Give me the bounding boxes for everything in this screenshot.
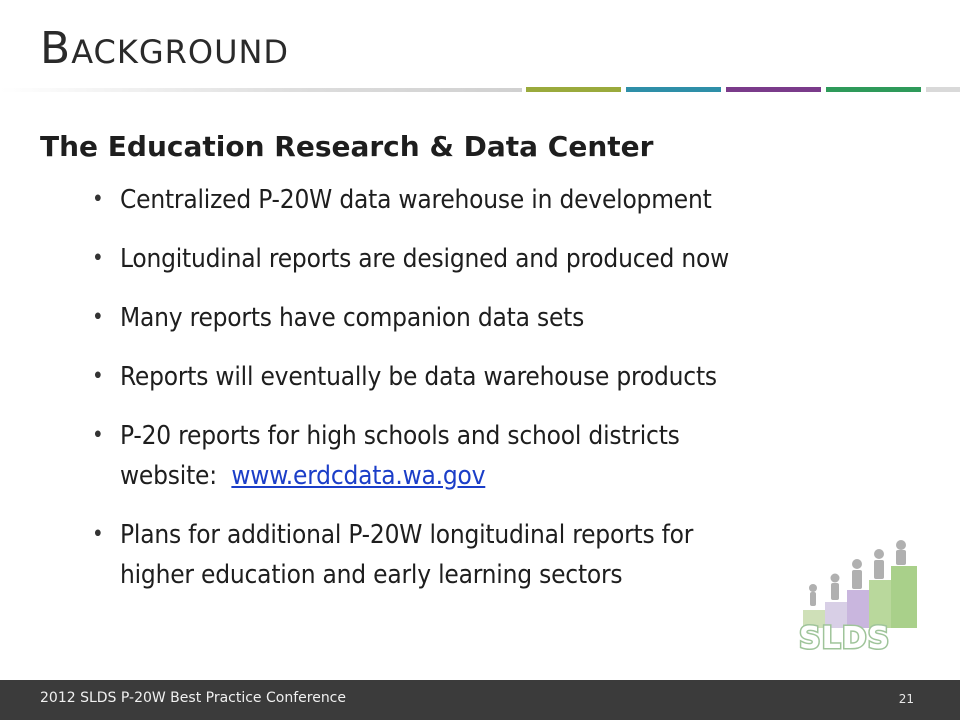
bullet-item xyxy=(92,239,922,279)
bullet-item xyxy=(92,298,922,338)
bullet-dot: • xyxy=(92,364,104,389)
title-underline xyxy=(0,88,522,92)
bullet-dot: • xyxy=(92,246,104,271)
bullet-text: Reports will eventually be data warehouse products xyxy=(120,362,717,392)
bullet-dot: • xyxy=(92,305,104,330)
bullet-text: Longitudinal reports are designed and produced now xyxy=(120,244,730,274)
bullet-dot: • xyxy=(92,522,104,547)
accent-bar-green xyxy=(826,87,921,92)
bullet-dot: • xyxy=(92,187,104,212)
bullet-item xyxy=(92,357,922,397)
slide-title xyxy=(40,22,289,79)
slide-number: 21 xyxy=(898,692,914,706)
section-heading: The Education Research & Data Center xyxy=(40,130,654,163)
footer-conference-name: 2012 SLDS P-20W Best Practice Conference xyxy=(40,690,346,706)
bullet-text-line1: Plans for additional P-20W longitudinal reports for xyxy=(120,520,694,550)
bullet-text-line1: P-20 reports for high schools and school districts xyxy=(120,421,680,451)
footer-bar xyxy=(0,680,960,720)
bullet-item xyxy=(92,416,922,496)
bullet-text-line2: higher education and early learning sectors xyxy=(120,560,623,590)
accent-bar-purple xyxy=(726,87,821,92)
accent-bar-gray xyxy=(926,87,960,92)
title-initial: B xyxy=(40,23,72,74)
bullet-item xyxy=(92,180,922,220)
erdc-website-link[interactable]: www.erdcdata.wa.gov xyxy=(231,461,486,491)
title-rest: ACKGROUND xyxy=(71,33,290,71)
bullet-dot: • xyxy=(92,423,104,448)
bullet-text: Centralized P-20W data warehouse in development xyxy=(120,185,712,215)
accent-bar-olive xyxy=(526,87,621,92)
bullet-text: Many reports have companion data sets xyxy=(120,303,585,333)
logo-text: SLDS xyxy=(799,621,891,652)
slds-logo xyxy=(795,540,925,652)
logo-step-5 xyxy=(891,566,917,628)
accent-bar-teal xyxy=(626,87,721,92)
bullet-text-line2: website: xyxy=(120,461,232,491)
